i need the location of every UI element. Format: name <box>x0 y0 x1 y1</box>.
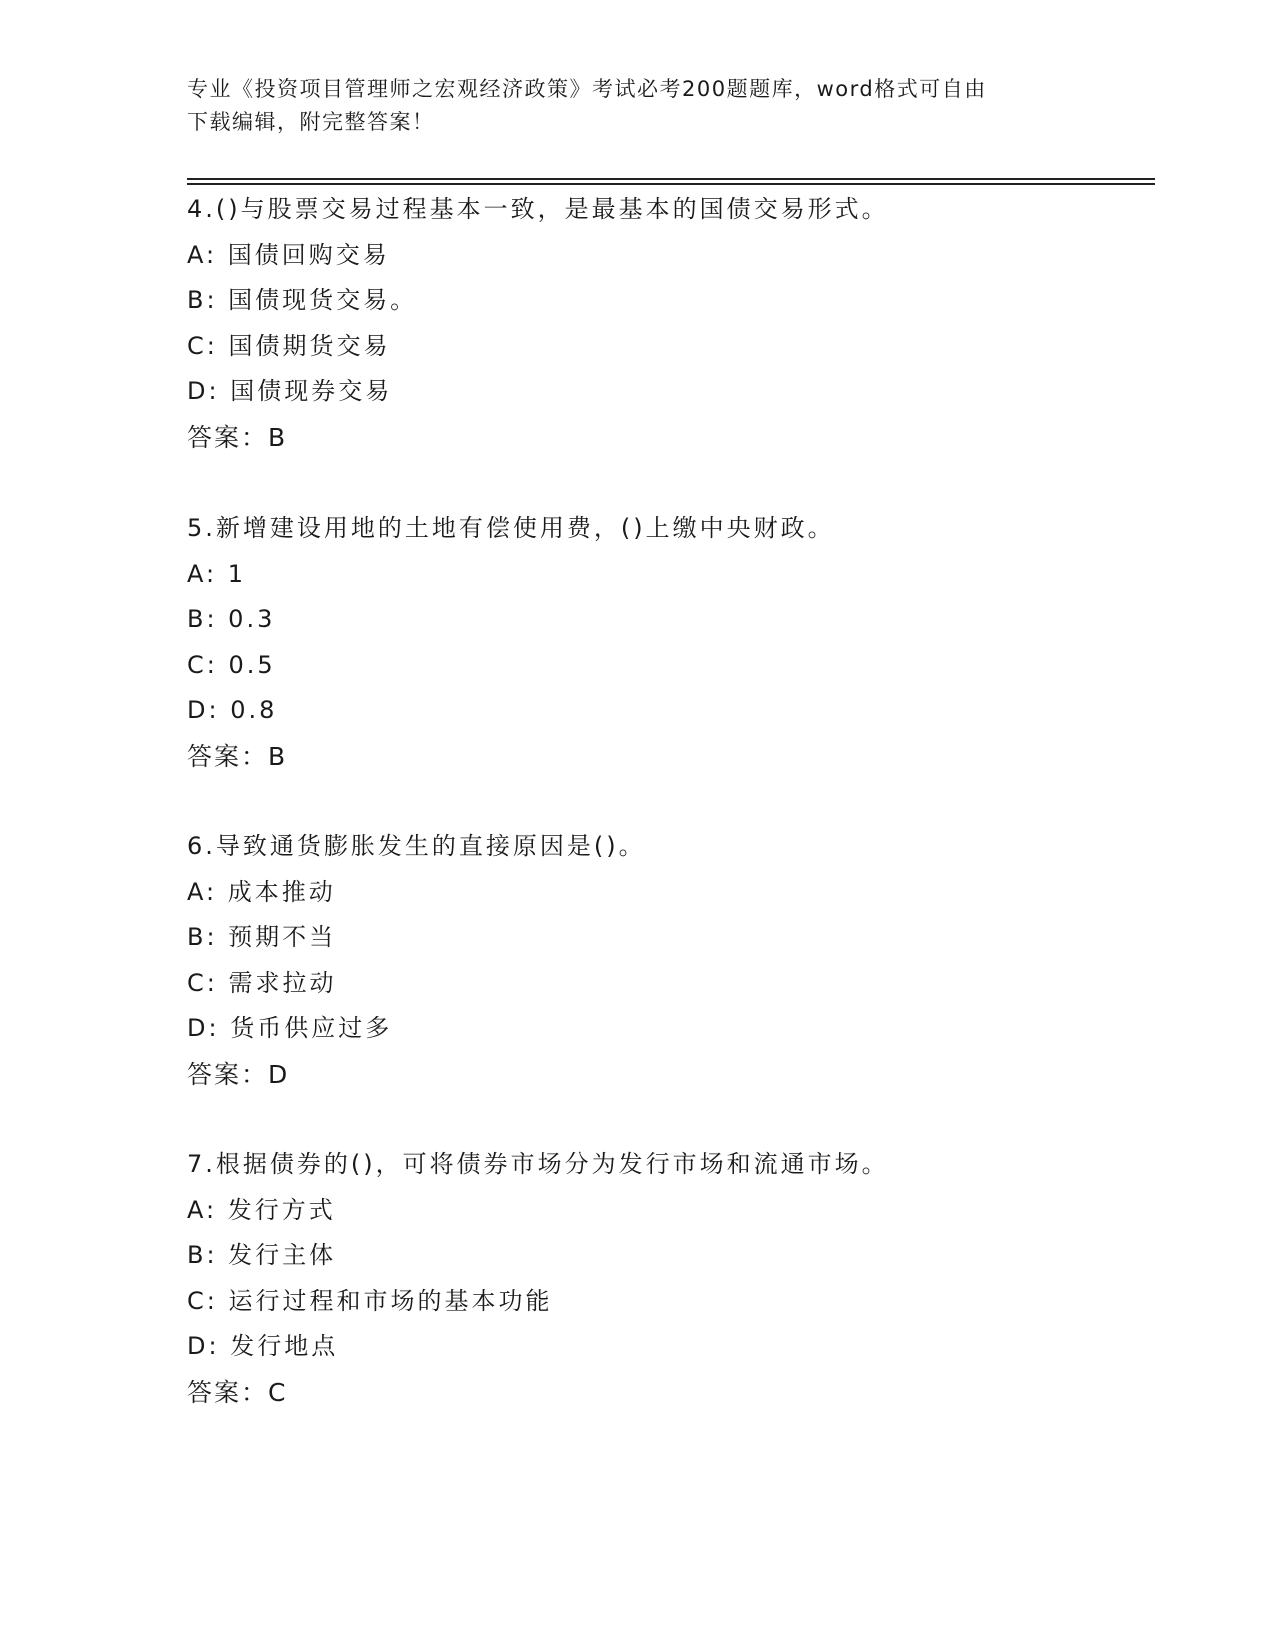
option-b: B: 国债现货交易。 <box>187 286 418 314</box>
question-block <box>187 1142 1147 1415</box>
question-block <box>187 824 1147 1097</box>
document-intro <box>187 73 1067 139</box>
option-d: D: 发行地点 <box>187 1332 339 1360</box>
option-d: D: 0.8 <box>187 696 278 724</box>
option-b: B: 发行主体 <box>187 1241 337 1269</box>
question-block <box>187 187 1147 460</box>
intro-line-1: 专业《投资项目管理师之宏观经济政策》考试必考200题题库，word格式可自由 <box>187 77 987 101</box>
answer-line: 答案：B <box>187 422 288 452</box>
option-a: A: 国债回购交易 <box>187 240 390 269</box>
option-c: C: 0.5 <box>187 650 276 679</box>
option-d: D: 货币供应过多 <box>187 1014 393 1042</box>
option-c: C: 国债期货交易 <box>187 331 391 360</box>
question-stem: 5.新增建设用地的土地有偿使用费，()上缴中央财政。 <box>187 514 835 542</box>
option-b: B: 0.3 <box>187 605 276 633</box>
option-a: A: 1 <box>187 559 246 588</box>
question-stem: 6.导致通货膨胀发生的直接原因是()。 <box>187 832 646 860</box>
answer-line: 答案：D <box>187 1059 290 1089</box>
intro-line-2: 下载编辑，附完整答案！ <box>187 110 435 134</box>
option-c: C: 需求拉动 <box>187 968 337 997</box>
option-a: A: 发行方式 <box>187 1195 336 1224</box>
answer-line: 答案：C <box>187 1377 288 1407</box>
option-c: C: 运行过程和市场的基本功能 <box>187 1286 553 1315</box>
header-divider-top <box>187 178 1155 180</box>
header-divider-bottom <box>187 183 1155 185</box>
question-stem: 7.根据债券的()，可将债券市场分为发行市场和流通市场。 <box>187 1150 889 1178</box>
option-b: B: 预期不当 <box>187 923 337 951</box>
question-block <box>187 506 1147 779</box>
option-a: A: 成本推动 <box>187 877 336 906</box>
question-stem: 4.()与股票交易过程基本一致，是最基本的国债交易形式。 <box>187 195 889 223</box>
answer-line: 答案：B <box>187 741 288 771</box>
option-d: D: 国债现券交易 <box>187 377 393 405</box>
